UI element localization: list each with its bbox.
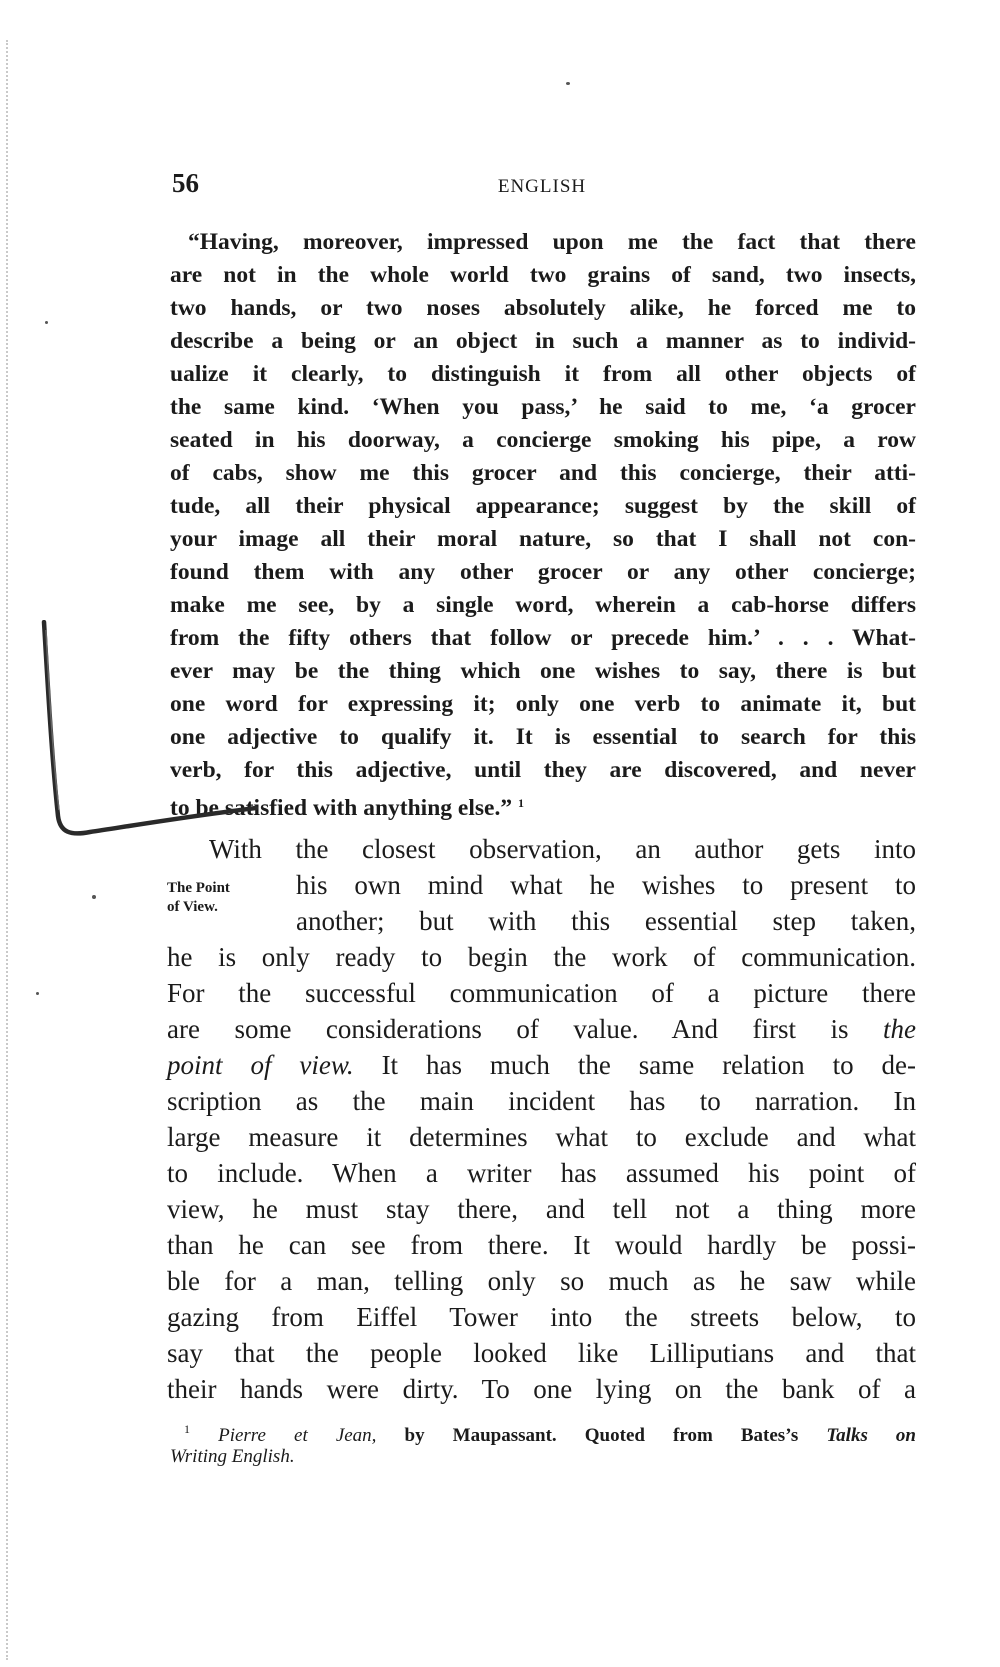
running-head: ENGLISH (497, 176, 587, 197)
scan-edge-dots (6, 40, 8, 1660)
quote-line: describe a being or an object in such a manner as to individ- (170, 328, 916, 354)
sidenote-line: of View. (167, 899, 218, 915)
footnote-marker: 1 (184, 1422, 190, 1436)
body-line-text: It has much the same relation to de- (381, 1050, 917, 1080)
quote-line: seated in his doorway, a concierge smoking his pipe, a row (170, 427, 916, 453)
sidenote-line: The Point (167, 880, 230, 896)
body-line: For the successful communication of a picture there (167, 978, 916, 1008)
footnote-reference: 1 (517, 796, 524, 810)
scan-speck (92, 895, 96, 899)
quote-line (170, 787, 916, 820)
quote-line: from the fifty others that follow or precede him.’ . . . What- (170, 625, 916, 651)
quote-line: found them with any other grocer or any other concierge; (170, 559, 916, 585)
quote-line: verb, for this adjective, until they are discovered, and never (170, 757, 916, 783)
quote-line: of cabs, show me this grocer and this concierge, their atti- (170, 460, 916, 486)
footnote-line (170, 1415, 917, 1446)
scan-speck (36, 992, 39, 995)
quote-line: make me see, by a single word, wherein a cab-horse differs (170, 592, 916, 618)
body-line (167, 1047, 916, 1083)
scan-speck (45, 321, 48, 324)
body-line: With the closest observation, an author gets into (209, 834, 916, 864)
quote-line: your image all their moral nature, so that I shall not con- (170, 526, 916, 552)
body-line: his own mind what he wishes to present to (296, 870, 916, 900)
body-line: view, he must stay there, and tell not a thing more (167, 1194, 916, 1224)
emphasis-the: the (883, 1014, 916, 1044)
footnote (170, 1415, 916, 1471)
quote-line: the same kind. ‘When you pass,’ he said to me, ‘a grocer (170, 394, 916, 420)
footnote-text: by Maupassant. Quoted from Bates’s (404, 1425, 799, 1446)
body-line: than he can see from there. It would hardly be possi- (167, 1230, 916, 1260)
handwritten-margin-bracket (40, 620, 260, 860)
page-number: 56 (172, 168, 199, 198)
page-header (172, 168, 912, 208)
body-line (167, 1011, 916, 1047)
footnote-title: Pierre et Jean, (218, 1425, 377, 1446)
quote-line: one word for expressing it; only one verb to animate it, but (170, 691, 916, 717)
body-line: he is only ready to begin the work of communication. (167, 942, 916, 972)
body-paragraph (167, 831, 916, 1407)
scan-speck (566, 82, 570, 85)
quote-line: tude, all their physical appearance; suggest by the skill of (170, 493, 916, 519)
quote-line: one adjective to qualify it. It is essential to search for this (170, 724, 916, 750)
footnote-source: Talks on (826, 1425, 917, 1446)
quote-line: ever may be the thing which one wishes to say, there is but (170, 658, 916, 684)
body-line-text: are some considerations of value. And first is (167, 1014, 849, 1044)
body-line: their hands were dirty. To one lying on the bank of a (167, 1374, 916, 1404)
body-line: gazing from Eiffel Tower into the streets below, to (167, 1302, 916, 1332)
quote-line: are not in the whole world two grains of sand, two insects, (170, 262, 916, 288)
block-quote (170, 226, 916, 820)
emphasis-point-of-view: point of view. (167, 1050, 354, 1080)
quote-line-text: to be satisfied with anything else.” (170, 795, 513, 821)
body-line: large measure it determines what to exclude and what (167, 1122, 916, 1152)
body-line: to include. When a writer has assumed his point of (167, 1158, 916, 1188)
body-line: scription as the main incident has to narration. In (167, 1086, 916, 1116)
quote-line: two hands, or two noses absolutely alike, he forced me to (170, 295, 916, 321)
footnote-source-cont: Writing English. (170, 1446, 295, 1467)
body-line: ble for a man, telling only so much as he saw while (167, 1266, 916, 1296)
quote-line: ualize it clearly, to distinguish it from all other objects of (170, 361, 916, 387)
body-line: another; but with this essential step taken, (296, 906, 916, 936)
body-line: say that the people looked like Lilliputians and that (167, 1338, 916, 1368)
quote-line: “Having, moreover, impressed upon me the fact that there (188, 229, 916, 255)
